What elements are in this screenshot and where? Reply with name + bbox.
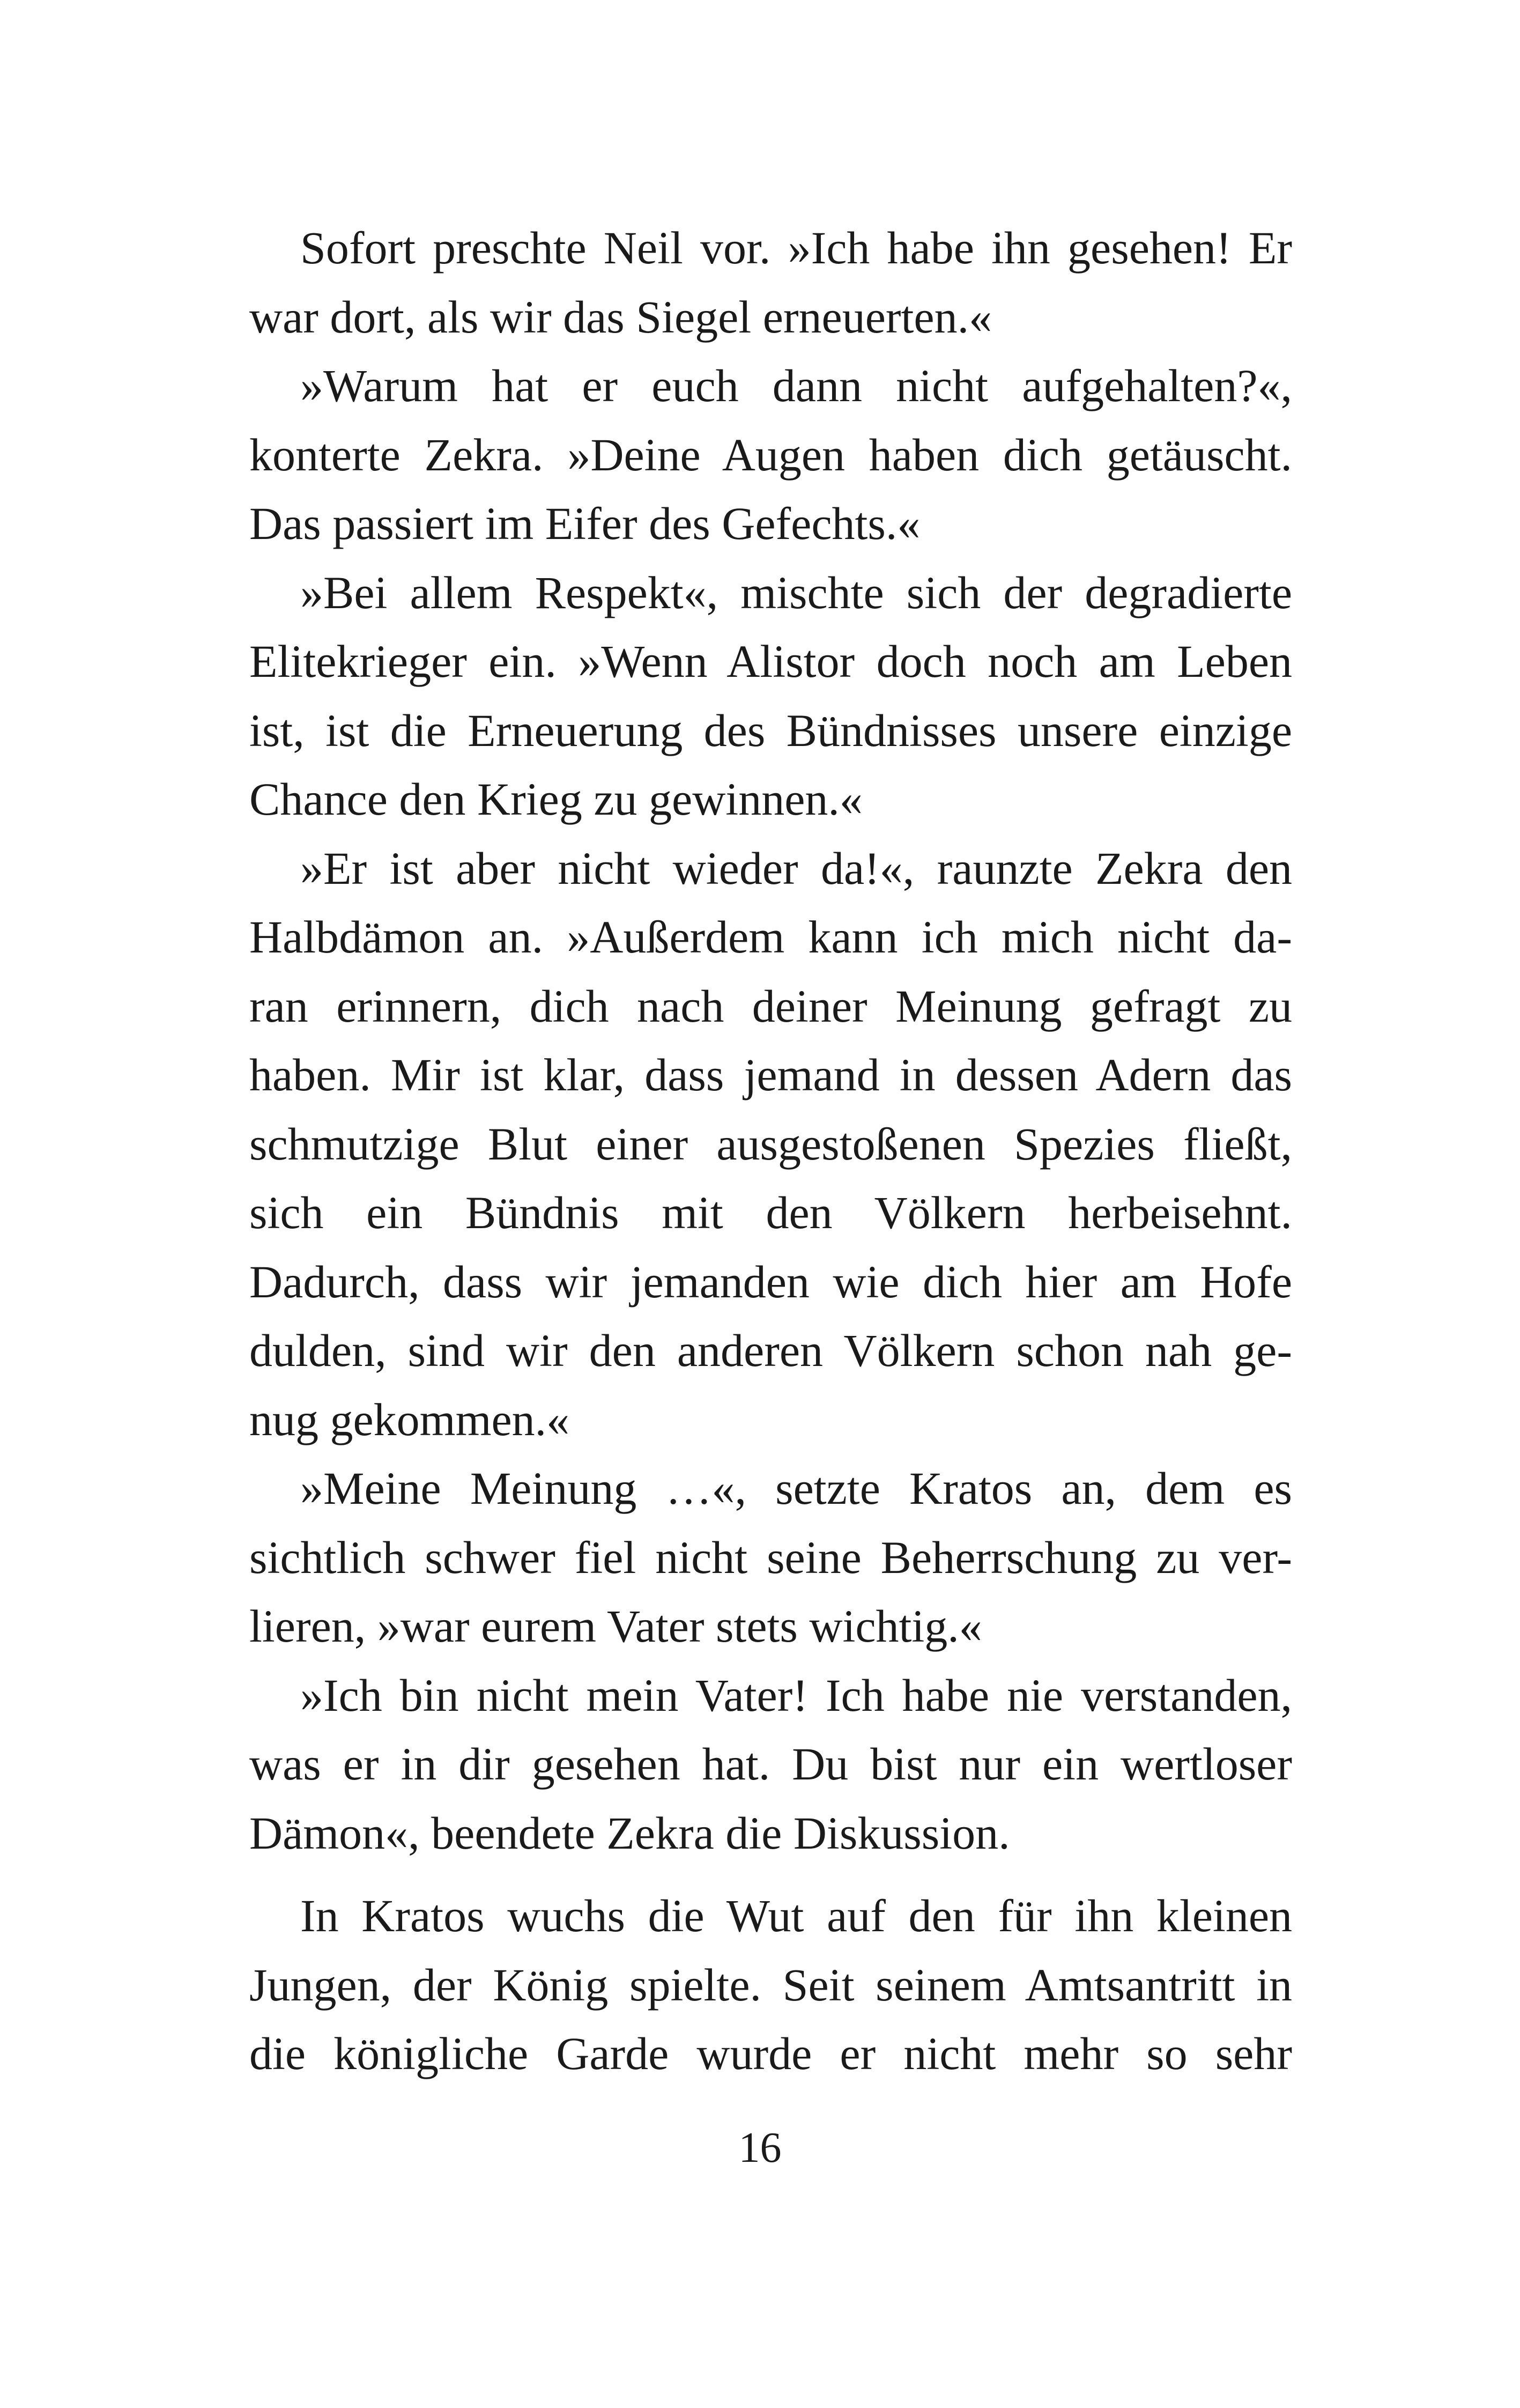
text-line: die königliche Garde wurde er nicht mehr so sehr (249, 2028, 1292, 2079)
text-line: lieren, »war eurem Vater stets wichtig.« (249, 1600, 982, 1652)
text-line: konterte Zekra. »Deine Augen haben dich getäuscht. (249, 429, 1292, 481)
text-line: »Er ist aber nicht wieder da!«, raunzte Zekra den (300, 842, 1292, 894)
text-line: Jungen, der König spielte. Seit seinem Amtsantritt in (249, 1959, 1292, 2011)
text-line: war dort, als wir das Siegel erneuerten.« (249, 291, 992, 343)
text-line: Dadurch, dass wir jemanden wie dich hier am Hofe (249, 1255, 1292, 1308)
text-line: schmutzige Blut einer ausgestoßenen Spezies fließt, (249, 1118, 1292, 1170)
text-line: was er in dir gesehen hat. Du bist nur ein wertloser (249, 1738, 1292, 1790)
text-line: haben. Mir ist klar, dass jemand in dessen Adern das (249, 1049, 1292, 1100)
text-line: Dämon«, beendete Zekra die Diskussion. (249, 1807, 1010, 1859)
text-line: sichtlich schwer fiel nicht seine Beherrschung zu ver- (249, 1531, 1292, 1583)
text-line: dulden, sind wir den anderen Völkern schon nah ge- (249, 1325, 1292, 1376)
text-line: »Warum hat er euch dann nicht aufgehalten?«, (300, 360, 1292, 411)
text-line: Chance den Krieg zu gewinnen.« (249, 773, 863, 825)
page-number: 16 (738, 2124, 782, 2171)
text-line: nug gekommen.« (249, 1393, 570, 1445)
text-line: »Meine Meinung …«, setzte Kratos an, dem es (300, 1462, 1292, 1514)
text-line: »Ich bin nicht mein Vater! Ich habe nie verstanden, (300, 1669, 1292, 1721)
body-text (249, 213, 1292, 2088)
text-line: sich ein Bündnis mit den Völkern herbeisehnt. (249, 1187, 1292, 1238)
text-line: ran erinnern, dich nach deiner Meinung gefragt zu (249, 980, 1292, 1032)
text-line: »Bei allem Respekt«, mischte sich der degradierte (300, 566, 1292, 618)
text-line: Elitekrieger ein. »Wenn Alistor doch noch am Leben (249, 636, 1292, 687)
text-line: Sofort preschte Neil vor. »Ich habe ihn gesehen! Er (300, 222, 1292, 274)
text-line: In Kratos wuchs die Wut auf den für ihn kleinen (300, 1890, 1292, 1941)
text-line: ist, ist die Erneuerung des Bündnisses unsere einzige (249, 704, 1292, 756)
text-line: Das passiert im Eifer des Gefechts.« (249, 498, 921, 549)
text-line: Halbdämon an. »Außerdem kann ich mich nicht da- (249, 911, 1292, 963)
